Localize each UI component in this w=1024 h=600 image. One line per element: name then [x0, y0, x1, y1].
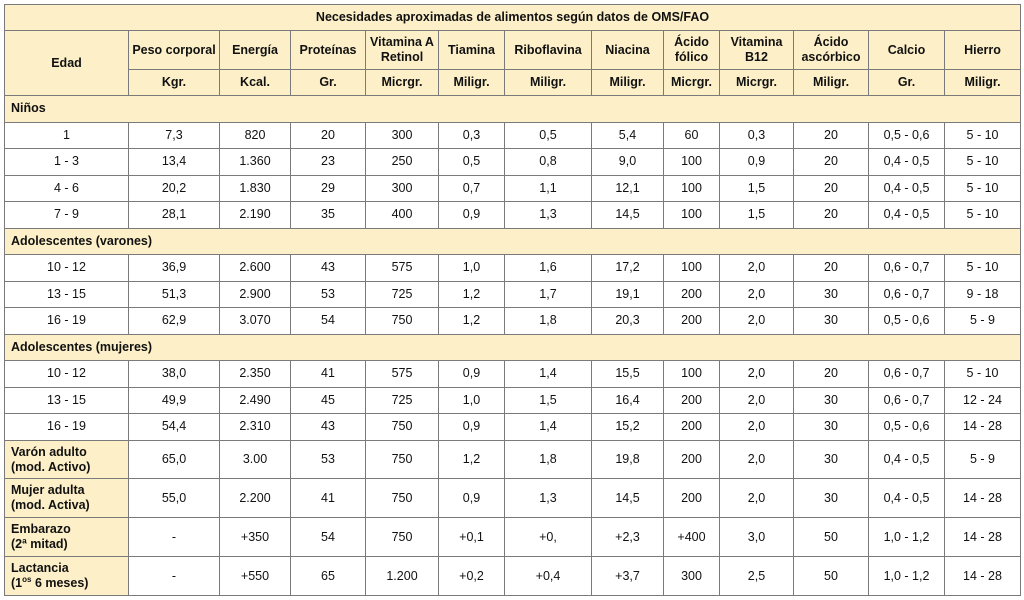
- table-cell: 2,0: [720, 440, 794, 479]
- table-cell: 0,4 - 0,5: [869, 479, 945, 518]
- column-header: Vitamina A Retinol: [366, 31, 439, 70]
- table-cell: 100: [664, 361, 720, 388]
- table-cell: 16 - 19: [5, 308, 129, 335]
- table-cell: 2,0: [720, 479, 794, 518]
- table-cell: 2.350: [220, 361, 291, 388]
- row-label: [5, 518, 129, 557]
- table-cell: 15,2: [592, 414, 664, 441]
- table-cell: 0,8: [505, 149, 592, 176]
- table-cell: 30: [794, 414, 869, 441]
- table-cell: 0,6 - 0,7: [869, 387, 945, 414]
- table-cell: 200: [664, 414, 720, 441]
- table-cell: 0,9: [439, 479, 505, 518]
- table-cell: 5 - 9: [945, 440, 1021, 479]
- table-cell: 50: [794, 518, 869, 557]
- table-cell: 5 - 10: [945, 361, 1021, 388]
- table-cell: 2.190: [220, 202, 291, 229]
- table-cell: 300: [664, 557, 720, 596]
- table-cell: 1,4: [505, 361, 592, 388]
- table-title: Necesidades aproximadas de alimentos según datos de OMS/FAO: [5, 5, 1021, 31]
- table-cell: 1,2: [439, 281, 505, 308]
- table-cell: 20: [291, 122, 366, 149]
- table-cell: 1,0: [439, 255, 505, 282]
- unit-header: Gr.: [291, 70, 366, 96]
- table-row: [5, 361, 1021, 388]
- table-row: [5, 387, 1021, 414]
- table-row: [5, 255, 1021, 282]
- table-cell: 19,8: [592, 440, 664, 479]
- table-cell: 20,2: [129, 175, 220, 202]
- row-label-line: (mod. Activa): [11, 498, 90, 513]
- table-cell: 0,4 - 0,5: [869, 175, 945, 202]
- table-cell: 14 - 28: [945, 518, 1021, 557]
- table-cell: 2.200: [220, 479, 291, 518]
- table-row: [5, 202, 1021, 229]
- table-cell: 100: [664, 202, 720, 229]
- table-row: [5, 557, 1021, 596]
- row-label-line: Varón adulto: [11, 444, 87, 459]
- table-cell: 54: [291, 308, 366, 335]
- table-cell: 50: [794, 557, 869, 596]
- table-cell: 200: [664, 479, 720, 518]
- row-label: [5, 479, 129, 518]
- column-header: Calcio: [869, 31, 945, 70]
- table-cell: 0,5 - 0,6: [869, 308, 945, 335]
- table-cell: 5 - 10: [945, 122, 1021, 149]
- table-body: [5, 96, 1021, 596]
- table-cell: 1,5: [720, 202, 794, 229]
- table-cell: +0,4: [505, 557, 592, 596]
- table-cell: 62,9: [129, 308, 220, 335]
- group-label: Adolescentes (varones): [5, 228, 1021, 255]
- group-label: Niños: [5, 96, 1021, 123]
- table-cell: 20: [794, 122, 869, 149]
- table-cell: 12,1: [592, 175, 664, 202]
- column-header: Hierro: [945, 31, 1021, 70]
- table-cell: 1,2: [439, 440, 505, 479]
- table-cell: 30: [794, 479, 869, 518]
- table-cell: 20: [794, 361, 869, 388]
- table-cell: 2,0: [720, 361, 794, 388]
- table-cell: 1,6: [505, 255, 592, 282]
- table-cell: 3,0: [720, 518, 794, 557]
- table-cell: 1,8: [505, 308, 592, 335]
- unit-header: Micrgr.: [366, 70, 439, 96]
- table-cell: 5,4: [592, 122, 664, 149]
- unit-header: Micrgr.: [720, 70, 794, 96]
- table-row: [5, 518, 1021, 557]
- table-cell: 0,5: [505, 122, 592, 149]
- table-cell: 0,4 - 0,5: [869, 440, 945, 479]
- table-cell: 41: [291, 361, 366, 388]
- table-cell: 300: [366, 122, 439, 149]
- table-cell: 1.830: [220, 175, 291, 202]
- table-cell: +0,: [505, 518, 592, 557]
- row-label-superscript: os: [22, 574, 32, 584]
- row-label-line: (2ª mitad): [11, 537, 68, 552]
- table-cell: 2,0: [720, 255, 794, 282]
- table-cell: 16,4: [592, 387, 664, 414]
- table-cell: 750: [366, 308, 439, 335]
- column-header: Edad: [5, 31, 129, 96]
- unit-header: Gr.: [869, 70, 945, 96]
- table-cell: 55,0: [129, 479, 220, 518]
- table-cell: 100: [664, 149, 720, 176]
- table-cell: 9 - 18: [945, 281, 1021, 308]
- table-cell: 1,3: [505, 202, 592, 229]
- table-cell: 1 - 3: [5, 149, 129, 176]
- table-cell: 60: [664, 122, 720, 149]
- table-cell: 38,0: [129, 361, 220, 388]
- table-row: [5, 479, 1021, 518]
- table-row: [5, 281, 1021, 308]
- row-label-line: (1: [11, 576, 23, 590]
- table-cell: 100: [664, 175, 720, 202]
- table-cell: 5 - 10: [945, 255, 1021, 282]
- group-header-row: [5, 228, 1021, 255]
- table-cell: 0,6 - 0,7: [869, 361, 945, 388]
- table-cell: 0,7: [439, 175, 505, 202]
- table-cell: 10 - 12: [5, 361, 129, 388]
- table-cell: 28,1: [129, 202, 220, 229]
- table-cell: 5 - 10: [945, 149, 1021, 176]
- table-cell: 13 - 15: [5, 387, 129, 414]
- table-cell: 1,0 - 1,2: [869, 557, 945, 596]
- table-cell: 35: [291, 202, 366, 229]
- table-cell: 53: [291, 281, 366, 308]
- table-cell: 29: [291, 175, 366, 202]
- table-cell: 45: [291, 387, 366, 414]
- row-label-line: (mod. Activo): [11, 459, 91, 474]
- table-cell: +3,7: [592, 557, 664, 596]
- row-label-line: 6 meses): [31, 576, 89, 590]
- table-cell: +0,2: [439, 557, 505, 596]
- table-cell: 43: [291, 255, 366, 282]
- table-cell: 2,0: [720, 281, 794, 308]
- column-header: Tiamina: [439, 31, 505, 70]
- table-cell: 14,5: [592, 202, 664, 229]
- table-cell: +400: [664, 518, 720, 557]
- table-cell: 0,9: [439, 361, 505, 388]
- table-cell: 3.00: [220, 440, 291, 479]
- table-cell: 1: [5, 122, 129, 149]
- table-cell: 51,3: [129, 281, 220, 308]
- group-header-row: [5, 96, 1021, 123]
- table-row: [5, 149, 1021, 176]
- table-cell: 53: [291, 440, 366, 479]
- table-cell: 0,4 - 0,5: [869, 149, 945, 176]
- table-row: [5, 175, 1021, 202]
- table-cell: 1,0 - 1,2: [869, 518, 945, 557]
- unit-header: Kgr.: [129, 70, 220, 96]
- group-header-row: [5, 334, 1021, 361]
- table-cell: 54: [291, 518, 366, 557]
- table-cell: 725: [366, 387, 439, 414]
- table-cell: 1,8: [505, 440, 592, 479]
- table-cell: 65: [291, 557, 366, 596]
- table-cell: 300: [366, 175, 439, 202]
- group-label: Adolescentes (mujeres): [5, 334, 1021, 361]
- table-cell: 14 - 28: [945, 414, 1021, 441]
- table-cell: 5 - 10: [945, 202, 1021, 229]
- row-label: [5, 557, 129, 596]
- unit-header: Miligr.: [439, 70, 505, 96]
- table-cell: 30: [794, 281, 869, 308]
- table-cell: 1,7: [505, 281, 592, 308]
- table-cell: 36,9: [129, 255, 220, 282]
- column-header: Ácido ascórbico: [794, 31, 869, 70]
- table-cell: 0,6 - 0,7: [869, 255, 945, 282]
- table-row: [5, 308, 1021, 335]
- column-header: Niacina: [592, 31, 664, 70]
- unit-header: Micrgr.: [664, 70, 720, 96]
- table-cell: 13 - 15: [5, 281, 129, 308]
- table-cell: 5 - 9: [945, 308, 1021, 335]
- table-cell: 2,5: [720, 557, 794, 596]
- table-cell: 0,3: [720, 122, 794, 149]
- table-cell: 0,5 - 0,6: [869, 122, 945, 149]
- table-cell: 41: [291, 479, 366, 518]
- table-cell: 1,5: [505, 387, 592, 414]
- unit-header: Miligr.: [794, 70, 869, 96]
- table-cell: 750: [366, 414, 439, 441]
- table-cell: 20: [794, 202, 869, 229]
- table-cell: 12 - 24: [945, 387, 1021, 414]
- table-cell: 43: [291, 414, 366, 441]
- table-cell: 725: [366, 281, 439, 308]
- table-cell: 1,0: [439, 387, 505, 414]
- table-cell: 0,6 - 0,7: [869, 281, 945, 308]
- table-cell: 7 - 9: [5, 202, 129, 229]
- table-cell: 15,5: [592, 361, 664, 388]
- unit-header: Kcal.: [220, 70, 291, 96]
- table-cell: 9,0: [592, 149, 664, 176]
- column-header: Peso corporal: [129, 31, 220, 70]
- table-cell: 750: [366, 518, 439, 557]
- nutrition-table: [4, 4, 1021, 596]
- table-cell: 2,0: [720, 308, 794, 335]
- table-cell: 20: [794, 175, 869, 202]
- unit-header: Miligr.: [592, 70, 664, 96]
- table-cell: 0,9: [439, 202, 505, 229]
- table-cell: 1,1: [505, 175, 592, 202]
- table-row: [5, 122, 1021, 149]
- table-cell: 20: [794, 149, 869, 176]
- table-cell: 7,3: [129, 122, 220, 149]
- table-cell: 1,4: [505, 414, 592, 441]
- column-header: Ácido fólico: [664, 31, 720, 70]
- table-cell: 100: [664, 255, 720, 282]
- table-cell: 65,0: [129, 440, 220, 479]
- table-cell: 19,1: [592, 281, 664, 308]
- table-cell: 200: [664, 281, 720, 308]
- table-cell: 14,5: [592, 479, 664, 518]
- table-cell: 1,2: [439, 308, 505, 335]
- table-cell: 1,3: [505, 479, 592, 518]
- column-header: Proteínas: [291, 31, 366, 70]
- table-cell: 1.200: [366, 557, 439, 596]
- table-cell: 10 - 12: [5, 255, 129, 282]
- table-cell: 17,2: [592, 255, 664, 282]
- table-cell: +2,3: [592, 518, 664, 557]
- row-label: [5, 440, 129, 479]
- table-cell: 0,5: [439, 149, 505, 176]
- table-cell: 750: [366, 479, 439, 518]
- table-cell: 0,9: [720, 149, 794, 176]
- table-cell: 0,4 - 0,5: [869, 202, 945, 229]
- table-cell: -: [129, 518, 220, 557]
- table-cell: 2.490: [220, 387, 291, 414]
- unit-header: Miligr.: [505, 70, 592, 96]
- table-cell: 400: [366, 202, 439, 229]
- table-cell: 5 - 10: [945, 175, 1021, 202]
- table-cell: -: [129, 557, 220, 596]
- table-cell: 13,4: [129, 149, 220, 176]
- table-cell: 575: [366, 361, 439, 388]
- table-cell: 49,9: [129, 387, 220, 414]
- table-cell: 250: [366, 149, 439, 176]
- row-label-line: Mujer adulta: [11, 483, 85, 498]
- table-cell: 54,4: [129, 414, 220, 441]
- table-cell: +350: [220, 518, 291, 557]
- table-cell: 200: [664, 440, 720, 479]
- table-cell: 200: [664, 308, 720, 335]
- table-cell: 20,3: [592, 308, 664, 335]
- table-cell: 2.900: [220, 281, 291, 308]
- table-cell: 20: [794, 255, 869, 282]
- table-cell: 30: [794, 308, 869, 335]
- table-cell: 200: [664, 387, 720, 414]
- table-cell: 3.070: [220, 308, 291, 335]
- table-cell: 23: [291, 149, 366, 176]
- table-cell: +0,1: [439, 518, 505, 557]
- table-cell: 16 - 19: [5, 414, 129, 441]
- table-cell: 2,0: [720, 387, 794, 414]
- table-row: [5, 440, 1021, 479]
- column-header: Vitamina B12: [720, 31, 794, 70]
- row-label-line: Lactancia: [11, 561, 69, 575]
- table-cell: 2,0: [720, 414, 794, 441]
- table-cell: 820: [220, 122, 291, 149]
- unit-header: Miligr.: [945, 70, 1021, 96]
- table-cell: 14 - 28: [945, 557, 1021, 596]
- table-cell: 1,5: [720, 175, 794, 202]
- column-header: Energía: [220, 31, 291, 70]
- table-cell: 0,5 - 0,6: [869, 414, 945, 441]
- table-cell: 0,9: [439, 414, 505, 441]
- table-cell: 750: [366, 440, 439, 479]
- column-header: Riboflavina: [505, 31, 592, 70]
- table-row: [5, 414, 1021, 441]
- table-cell: 4 - 6: [5, 175, 129, 202]
- table-cell: +550: [220, 557, 291, 596]
- table-cell: 1.360: [220, 149, 291, 176]
- table-cell: 30: [794, 387, 869, 414]
- table-cell: 30: [794, 440, 869, 479]
- row-label-line: Embarazo: [11, 522, 71, 537]
- table-cell: 575: [366, 255, 439, 282]
- table-cell: 2.600: [220, 255, 291, 282]
- table-cell: 14 - 28: [945, 479, 1021, 518]
- table-cell: 2.310: [220, 414, 291, 441]
- table-cell: 0,3: [439, 122, 505, 149]
